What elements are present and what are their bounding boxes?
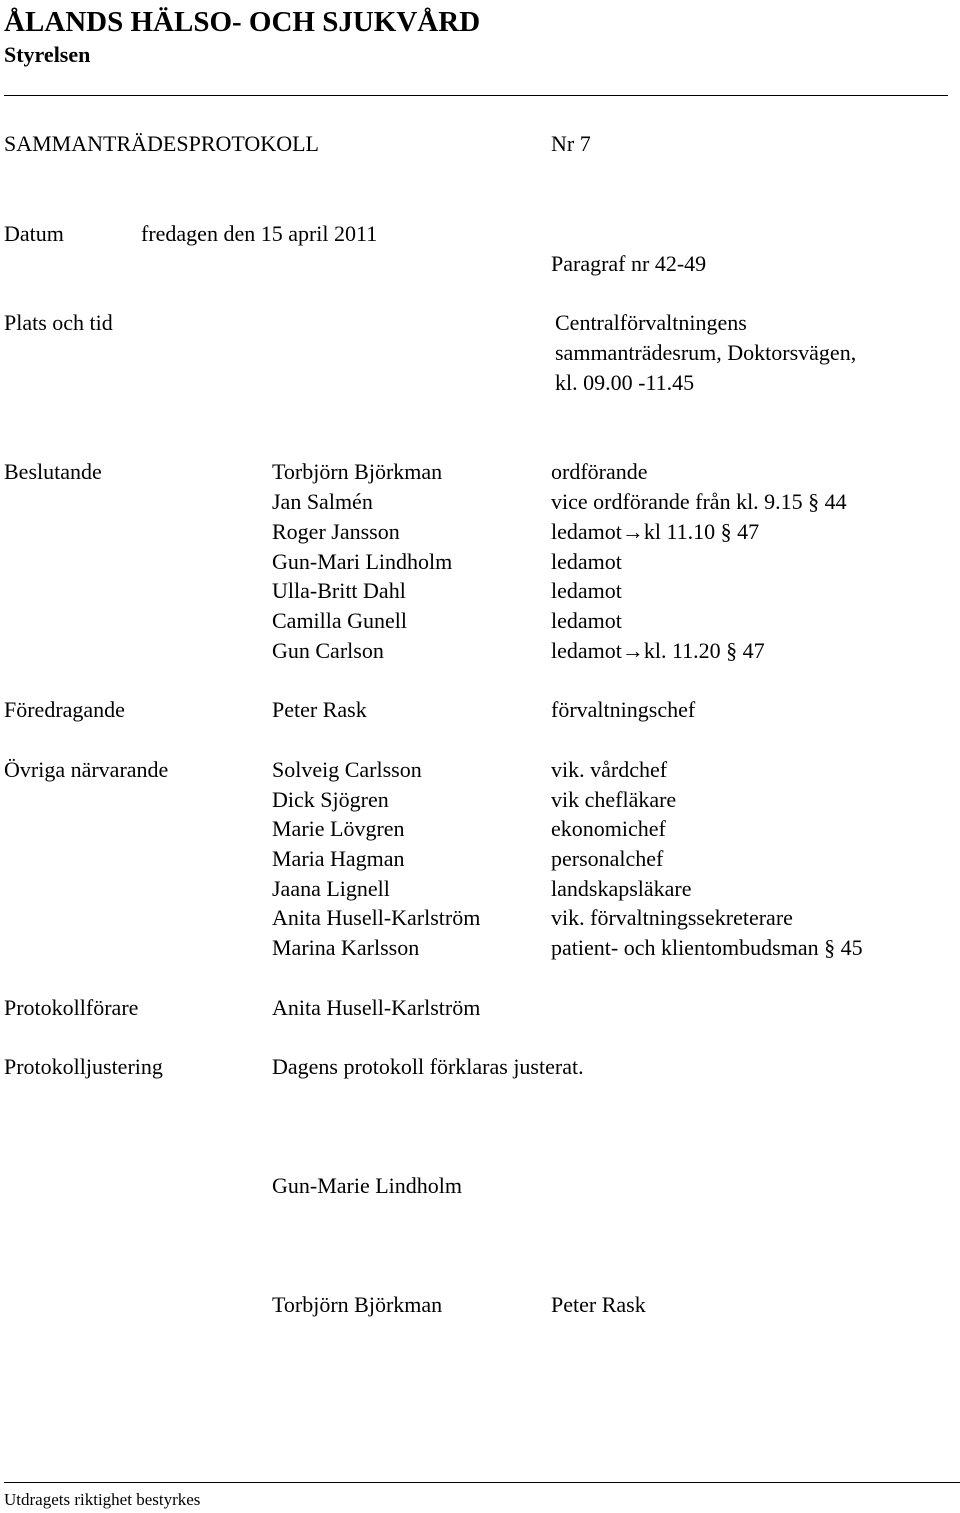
others-label: Övriga närvarande (4, 757, 169, 782)
place-line: sammanträdesrum, Doktorsvägen, (555, 340, 857, 365)
header-divider (4, 95, 948, 96)
place-line: kl. 09.00 -11.45 (555, 370, 695, 395)
footer-divider (4, 1482, 960, 1483)
presenter-role: förvaltningschef (551, 697, 696, 722)
member-role: ledamot (551, 578, 622, 603)
attendee-name: Marie Lövgren (272, 816, 405, 841)
member-role: ledamot (551, 608, 622, 633)
member-name: Torbjörn Björkman (272, 459, 443, 484)
verification-text: Dagens protokoll förklaras justerat. (272, 1054, 584, 1079)
attendee-name: Anita Husell-Karlström (272, 905, 481, 930)
attendee-role: landskapsläkare (551, 876, 692, 901)
attendee-name: Marina Karlsson (272, 935, 420, 960)
signature-name: Torbjörn Björkman (272, 1292, 443, 1317)
member-role: ledamot→kl. 11.20 § 47 (551, 638, 765, 663)
attendee-name: Jaana Lignell (272, 876, 390, 901)
attendee-role: vik chefläkare (551, 787, 677, 812)
member-name: Roger Jansson (272, 519, 400, 544)
member-name: Gun Carlson (272, 638, 384, 663)
paragraph-range: Paragraf nr 42-49 (551, 251, 707, 276)
signature-name: Gun-Marie Lindholm (272, 1173, 463, 1198)
member-name: Gun-Mari Lindholm (272, 549, 453, 574)
protocol-number: Nr 7 (551, 131, 591, 156)
date-label: Datum (4, 221, 64, 246)
deciding-label: Beslutande (4, 459, 102, 484)
signature-name: Peter Rask (551, 1292, 646, 1317)
member-role: ordförande (551, 459, 648, 484)
member-name: Jan Salmén (272, 489, 373, 514)
attendee-role: vik. förvaltningssekreterare (551, 905, 793, 930)
member-role: ledamot→kl 11.10 § 47 (551, 519, 760, 544)
organization-title: ÅLANDS HÄLSO- OCH SJUKVÅRD (4, 6, 481, 38)
attendee-role: ekonomichef (551, 816, 666, 841)
date-value: fredagen den 15 april 2011 (141, 221, 378, 246)
attendee-role: vik. vårdchef (551, 757, 668, 782)
minutes-keeper-label: Protokollförare (4, 995, 139, 1020)
board-name: Styrelsen (4, 42, 91, 67)
place-label: Plats och tid (4, 310, 113, 335)
presenter-name: Peter Rask (272, 697, 367, 722)
presenter-label: Föredragande (4, 697, 125, 722)
attendee-name: Maria Hagman (272, 846, 405, 871)
member-role: vice ordförande från kl. 9.15 § 44 (551, 489, 847, 514)
attendee-name: Dick Sjögren (272, 787, 389, 812)
attendee-role: patient- och klientombudsman § 45 (551, 935, 863, 960)
footer-certification: Utdragets riktighet bestyrkes (4, 1490, 201, 1509)
place-line: Centralförvaltningens (555, 310, 747, 335)
member-role: ledamot (551, 549, 622, 574)
attendee-role: personalchef (551, 846, 664, 871)
minutes-keeper-name: Anita Husell-Karlström (272, 995, 481, 1020)
member-name: Camilla Gunell (272, 608, 408, 633)
member-name: Ulla-Britt Dahl (272, 578, 406, 603)
verification-label: Protokolljustering (4, 1054, 163, 1079)
attendee-name: Solveig Carlsson (272, 757, 422, 782)
protocol-title: SAMMANTRÄDESPROTOKOLL (4, 131, 319, 156)
